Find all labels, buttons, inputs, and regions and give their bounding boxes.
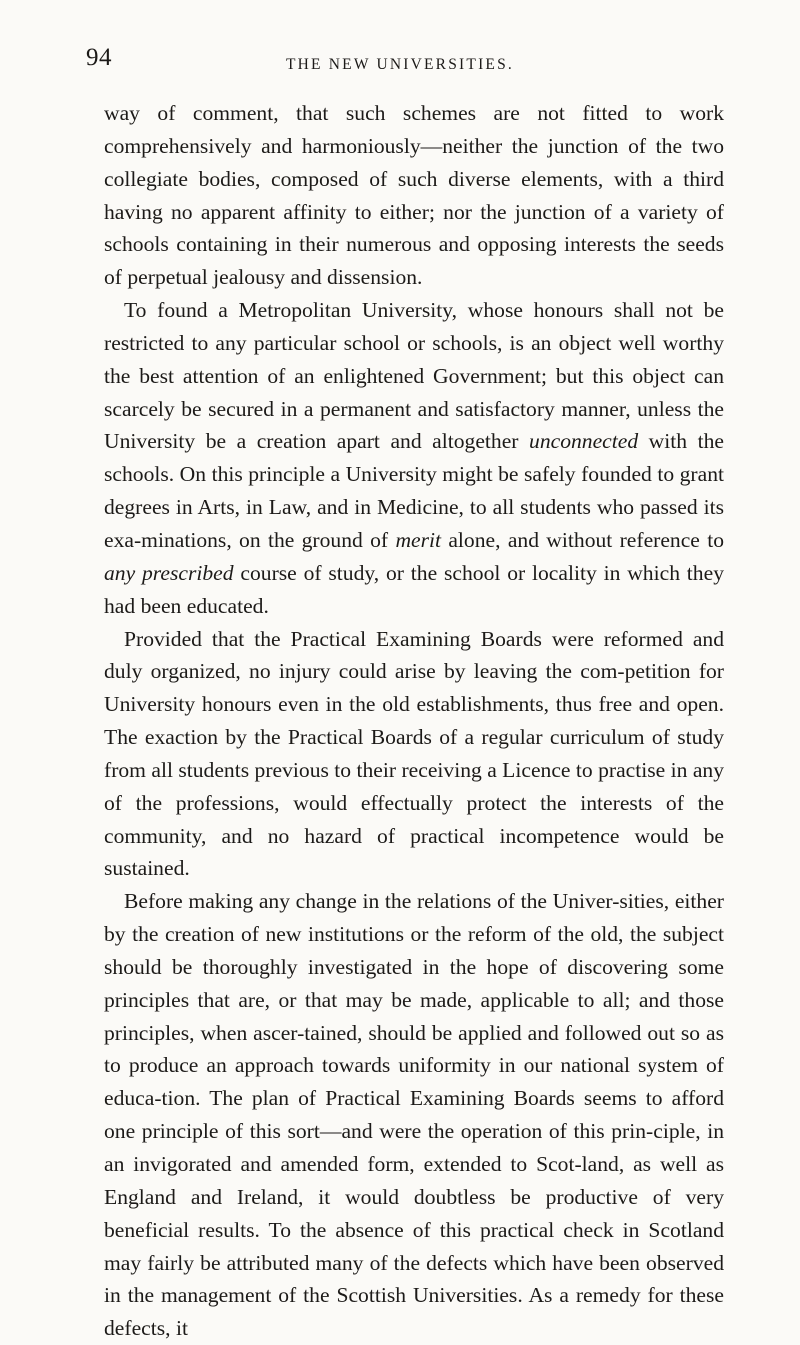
paragraph-2-part-2: with the schools. On this principle a University might be safely founded to grant degrees in Arts, in Law, and in Medicine, to all students who passed its exa-minations, on the ground of bbox=[104, 429, 724, 552]
emphasis-any-prescribed: any prescribed bbox=[104, 560, 234, 585]
emphasis-merit: merit bbox=[395, 527, 442, 552]
paragraph-2 bbox=[104, 294, 724, 622]
paragraph-3: Provided that the Practical Examining Boards were reformed and duly organized, no injury could arise by leaving the com-petition for University honours even in the old establishments, thus free and open. The exaction by the Practical Boards of a regular curriculum of study from all students previous to their receiving a Licence to practise in any of the professions, would effectually protect the interests of the community, and no hazard of practical incompetence would be sustained. bbox=[104, 626, 725, 881]
body-text bbox=[104, 97, 724, 1345]
paragraph-2-part-3: alone, and without reference to bbox=[441, 527, 725, 552]
running-head: THE NEW UNIVERSITIES. bbox=[285, 56, 514, 73]
paragraph-1: way of comment, that such schemes are not fitted to work comprehensively and harmoniously—neither the junction of the two collegiate bodies, composed of such diverse elements, with a third having no apparent affinity to either; nor the junction of a variety of schools containing in their numerous and opposing interests the seeds of perpetual jealousy and dissension. bbox=[104, 101, 724, 290]
paragraph-4: Before making any change in the relations of the Univer-sities, either by the creation of new institutions or the reform of the old, the subject should be thoroughly investigated in the hope of discovering some principles that are, or that may be made, applicable to all; and those principles, when ascer-tained, should be applied and followed out so as to produce an approach towards uniformity in our national system of educa-tion. The plan of Practical Examining Boards seems to afford one principle of this sort—and were the operation of this prin-ciple, in an invigorated and amended form, extended to Scot-land, as well as England and Ireland, it would doubtless be productive of very beneficial results. To the absence of this practical check in Scotland may fairly be attributed many of the defects which have been observed in the management of the Scottish Universities. As a remedy for these defects, it bbox=[104, 889, 724, 1341]
page-number: 94 bbox=[86, 44, 112, 71]
emphasis-unconnected: unconnected bbox=[529, 429, 639, 454]
paragraph-2-part-1: To found a Metropolitan University, whose honours shall not be restricted to any particular school or schools, is an object well worthy the best attention of an enlightened Government; but this object can scarcely be secured in a permanent and satisfactory manner, unless the University be a creation apart and altogether bbox=[104, 298, 724, 454]
paragraph-2-part-4: course of study, or the school or locality in which they had been educated. bbox=[104, 560, 724, 618]
